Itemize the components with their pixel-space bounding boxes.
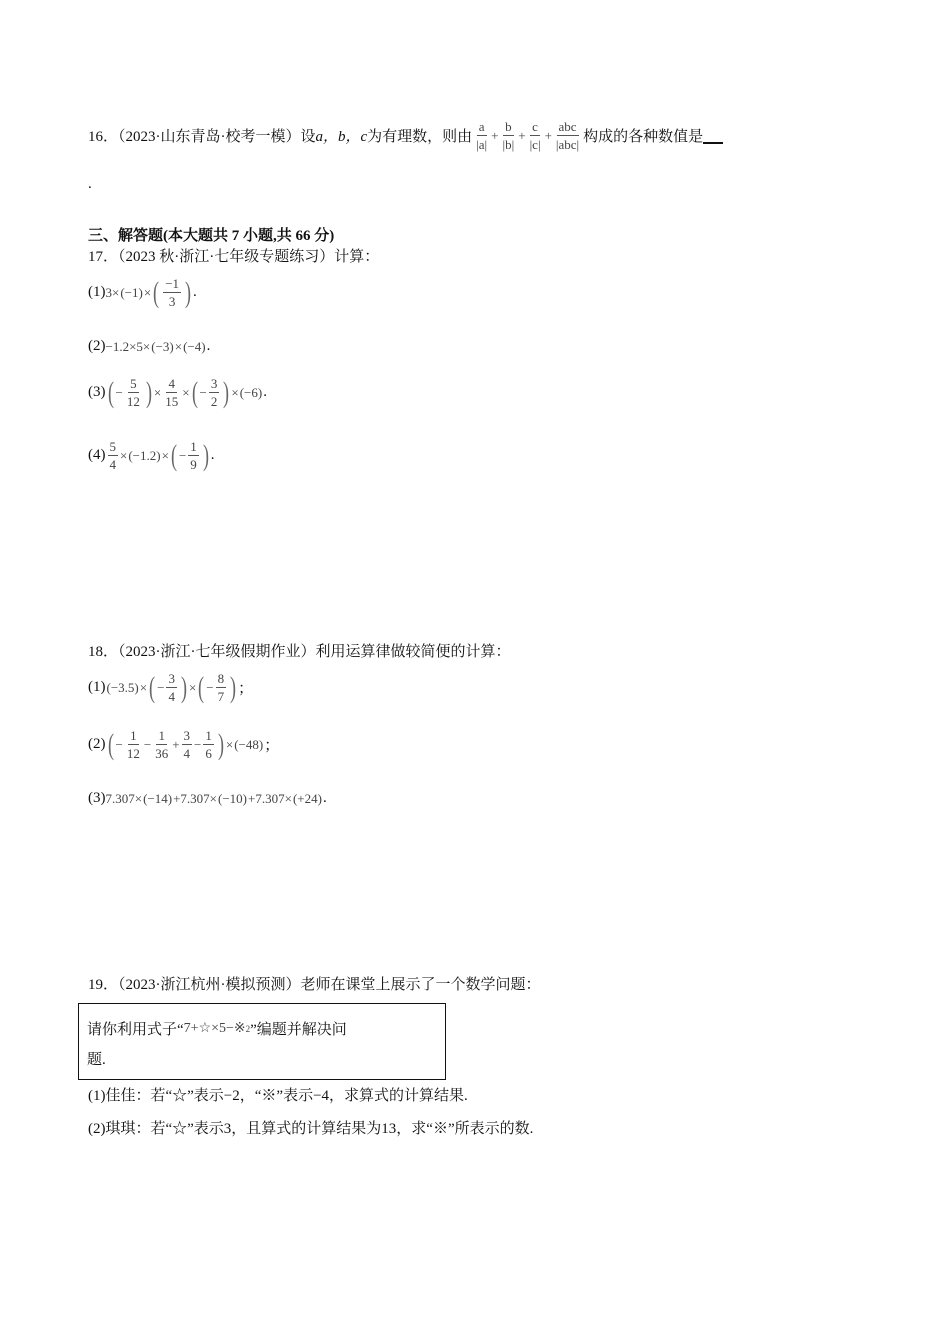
part-label: (3) — [88, 790, 106, 806]
q17-part-2 — [88, 338, 210, 355]
math-term: × — [143, 284, 152, 300]
denominator: |a| — [476, 137, 488, 152]
q18-part-1 — [88, 670, 253, 705]
part-end: . — [193, 284, 197, 300]
numerator: 1 — [130, 728, 137, 743]
box-sup: 2 — [245, 1023, 251, 1034]
math-term: − — [115, 736, 123, 752]
left-paren: ( — [198, 670, 205, 704]
math-term: + — [491, 127, 499, 143]
answer-blank[interactable] — [703, 128, 723, 144]
right-paren: ) — [230, 670, 237, 704]
right-paren: ) — [145, 375, 152, 409]
part-formula — [106, 670, 239, 705]
part-label: (3) — [88, 384, 106, 400]
box-post: ”编题并解决问 — [250, 1022, 347, 1038]
math-term: −1.2×5× — [105, 338, 151, 354]
denominator: 9 — [190, 457, 197, 472]
denominator: |b| — [502, 137, 515, 152]
math-term: − — [199, 384, 207, 400]
fraction — [166, 670, 177, 705]
left-paren: ( — [149, 670, 156, 704]
numerator: c — [532, 119, 538, 134]
fraction — [163, 375, 180, 410]
numerator: 1 — [158, 728, 165, 743]
part-formula — [106, 375, 264, 410]
part-end: ； — [238, 681, 254, 697]
math-term: × — [161, 447, 169, 463]
math-term: × — [139, 679, 148, 695]
box-pre: 请你利用式子“ — [87, 1022, 184, 1038]
box-line-1 — [87, 1018, 347, 1039]
fraction — [209, 375, 220, 410]
part-formula — [106, 275, 194, 310]
box-line-2: 题. — [87, 1052, 106, 1068]
fraction — [163, 275, 181, 310]
denominator: 4 — [168, 689, 175, 704]
numerator: a — [478, 119, 485, 134]
part-label: (1) — [88, 679, 106, 695]
q17-part-3 — [88, 375, 267, 410]
q16-suffix: 构成的各种数值是 — [583, 129, 704, 145]
denominator: |abc| — [555, 137, 580, 152]
math-term: + — [172, 736, 180, 752]
math-term: (−3.5) — [106, 679, 139, 695]
math-term: + — [544, 127, 552, 143]
section-heading: 三、解答题(本大题共 7 小题,共 66 分) — [88, 228, 335, 244]
part-end: . — [206, 338, 211, 354]
paren-group — [169, 438, 211, 473]
denominator: 7 — [217, 689, 225, 704]
part-end: . — [263, 384, 267, 400]
fraction — [501, 118, 517, 153]
numerator: abc — [558, 119, 577, 134]
right-paren: ) — [217, 727, 224, 761]
math-term: − — [143, 736, 152, 752]
math-term: (−48) — [234, 736, 264, 752]
fraction — [528, 118, 543, 153]
part-formula — [106, 791, 323, 807]
paren-group — [147, 670, 189, 705]
math-term: × — [225, 736, 234, 752]
q17-part-4 — [88, 438, 215, 473]
math-term: (−1.2) — [128, 447, 161, 463]
q18-part-3 — [88, 790, 327, 807]
numerator: 3 — [168, 671, 175, 686]
fraction — [188, 438, 199, 473]
part-formula — [106, 438, 211, 473]
math-term: (−1) — [120, 284, 143, 300]
q18-part-2 — [88, 727, 279, 762]
q16-period: . — [88, 176, 92, 192]
paren-group — [106, 727, 226, 762]
fraction — [554, 118, 581, 153]
right-paren: ) — [185, 275, 192, 309]
left-paren: ( — [153, 275, 160, 309]
question-16 — [88, 118, 723, 153]
denominator: 12 — [126, 394, 140, 409]
fraction — [216, 670, 227, 705]
q17-part-1 — [88, 275, 197, 310]
numerator: 1 — [205, 728, 212, 743]
denominator: 6 — [205, 746, 212, 761]
denominator: 3 — [168, 294, 176, 309]
part-label: (1) — [88, 284, 106, 300]
math-term: + — [518, 127, 526, 143]
part-end: ； — [264, 738, 280, 754]
denominator: |c| — [529, 137, 541, 152]
math-term: − — [157, 679, 165, 695]
q19-part-1: (1)佳佳：若“☆”表示−2，“※”表示−4，求算式的计算结果. — [88, 1088, 468, 1104]
math-term: × — [188, 679, 197, 695]
denominator: 4 — [109, 457, 116, 472]
math-term: 7.307× — [105, 790, 143, 806]
math-term: × — [174, 338, 183, 354]
q18-title: 18．（2023·浙江·七年级假期作业）利用运算律做较简便的计算： — [88, 644, 511, 660]
fraction — [125, 375, 142, 410]
math-term: − — [194, 736, 202, 752]
numerator: −1 — [165, 276, 180, 291]
math-term: (−10) — [218, 790, 248, 806]
fraction — [108, 438, 119, 473]
math-term: − — [115, 384, 123, 400]
paren-group — [190, 375, 232, 410]
math-term: (−4) — [183, 338, 206, 354]
box-formula: 7+☆×5−※ — [183, 1021, 246, 1036]
numerator: 3 — [183, 728, 191, 743]
part-label: (4) — [88, 447, 106, 463]
paren-group — [151, 275, 193, 310]
math-term: +7.307× — [173, 790, 218, 806]
numerator: 4 — [168, 376, 175, 391]
part-formula — [106, 727, 265, 762]
math-term: × — [120, 447, 128, 463]
part-end: . — [322, 790, 327, 806]
math-term: × — [182, 384, 190, 400]
math-term: +7.307× — [248, 790, 292, 806]
paren-group — [106, 375, 154, 410]
part-end: . — [210, 447, 215, 463]
math-term: × — [231, 384, 239, 400]
math-term: × — [153, 384, 162, 400]
left-paren: ( — [170, 438, 177, 472]
part-label: (2) — [88, 338, 106, 354]
math-term: 3× — [105, 284, 120, 300]
q16-prefix: 16．（2023·山东青岛·校考一模）设 — [88, 129, 316, 145]
part-formula — [106, 339, 207, 355]
denominator: 4 — [183, 746, 191, 761]
denominator: 36 — [155, 746, 169, 761]
left-paren: ( — [107, 727, 114, 761]
right-paren: ) — [202, 438, 209, 472]
fraction — [203, 727, 214, 762]
math-term: − — [178, 447, 187, 463]
denominator: 12 — [126, 746, 140, 761]
left-paren: ( — [107, 375, 114, 409]
q16-vars: a，b，c — [315, 129, 368, 145]
numerator: 3 — [210, 376, 218, 391]
problem-box — [78, 1003, 446, 1080]
denominator: 2 — [210, 394, 218, 409]
fraction — [182, 727, 193, 762]
q19-part-2: (2)琪琪：若“☆”表示3，且算式的计算结果为13，求“※”所表示的数. — [88, 1121, 534, 1137]
numerator: 1 — [190, 439, 197, 454]
fraction — [153, 727, 170, 762]
fraction — [125, 727, 142, 762]
math-term: (−6) — [239, 384, 263, 400]
q16-mid: 为有理数，则由 — [367, 129, 473, 145]
q16-formula — [472, 118, 583, 153]
part-label: (2) — [88, 736, 106, 752]
right-paren: ) — [180, 670, 187, 704]
fraction — [474, 118, 489, 153]
math-term: (−3) — [151, 338, 174, 354]
left-paren: ( — [191, 375, 198, 409]
paren-group — [196, 670, 238, 705]
math-term: (−14) — [143, 790, 173, 806]
math-term: (+24) — [292, 790, 322, 806]
q17-title: 17．（2023 秋·浙江·七年级专题练习）计算： — [88, 249, 380, 265]
numerator: 5 — [130, 376, 137, 391]
right-paren: ) — [223, 375, 230, 409]
numerator: 5 — [109, 439, 116, 454]
numerator: b — [505, 119, 512, 134]
q19-title: 19．（2023·浙江杭州·模拟预测）老师在课堂上展示了一个数学问题： — [88, 977, 541, 993]
denominator: 15 — [165, 394, 179, 409]
math-term: − — [206, 679, 214, 695]
numerator: 8 — [217, 671, 225, 686]
